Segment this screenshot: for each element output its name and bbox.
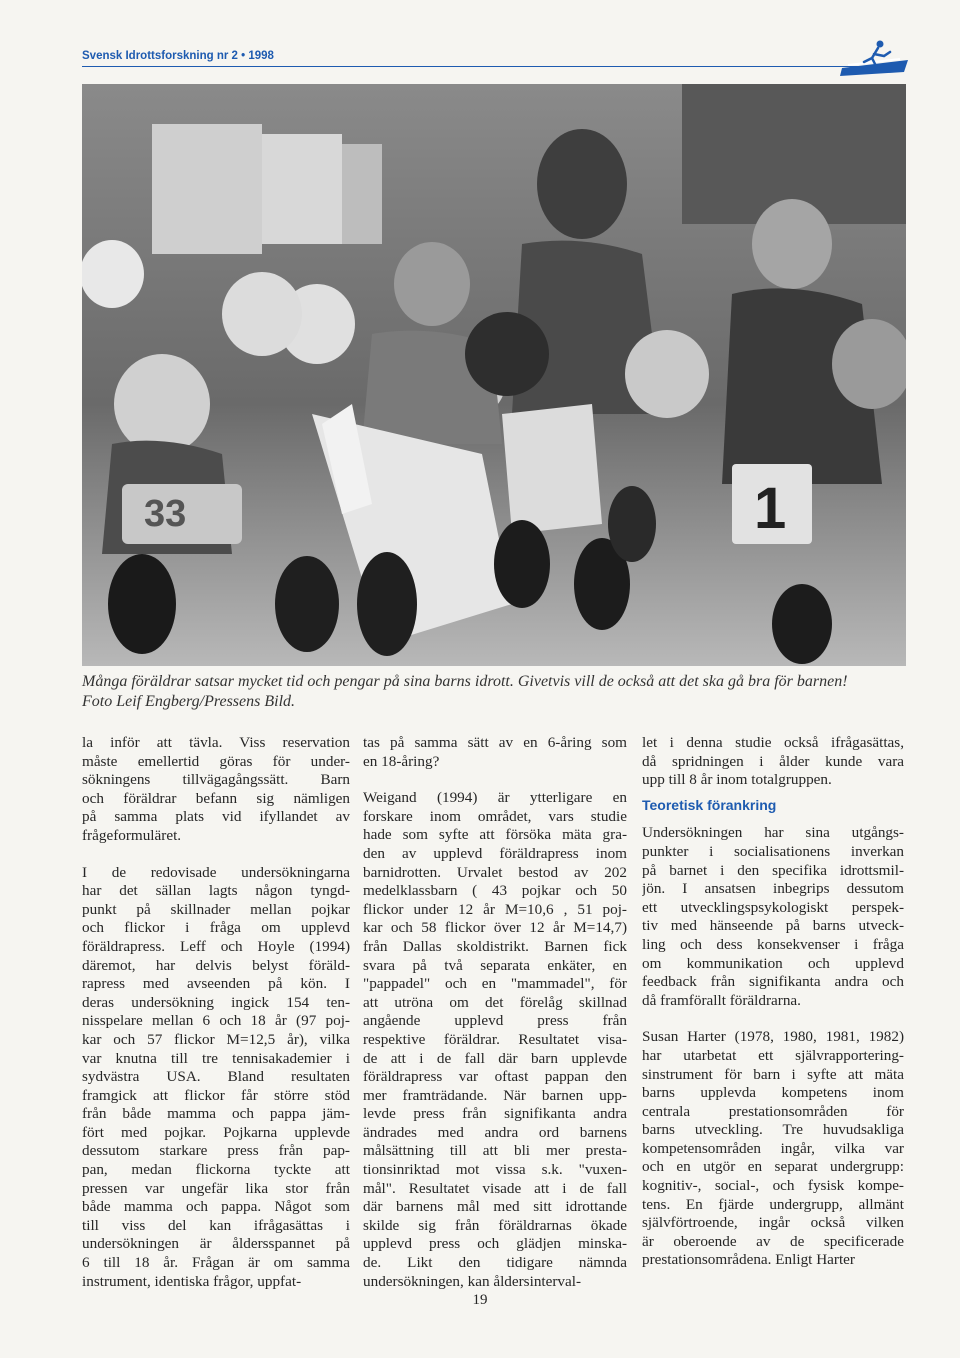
- text-line: prestationsområdena. Enligt Harter: [642, 1251, 855, 1269]
- text-line: från både mamma och pappa jäm-: [82, 1105, 350, 1123]
- runner-logo-icon: [840, 38, 910, 78]
- text-line: föräldrapress var oftast pappan den: [363, 1068, 627, 1086]
- kart-number-1: 1: [754, 476, 787, 541]
- text-line: let i denna studie också ifrågasättas,: [642, 734, 904, 751]
- text-line: tens. En fjärde undergrupp, allmänt: [642, 1195, 904, 1213]
- text-line: undersökningen är åldersspannet på: [82, 1235, 350, 1253]
- text-line: la inför att tävla. Viss reservation: [82, 734, 350, 751]
- text-line: upp till 8 år inom totalgruppen.: [642, 771, 832, 789]
- text-line: däremot, har delvis belyst föräld-: [82, 956, 350, 974]
- text-line: kognitiv-, social-, och fysisk kompe-: [642, 1177, 904, 1195]
- text-line: tionsinriktad mot vissa s.k. "vuxen-: [363, 1161, 627, 1179]
- text-line: framgick att flickor får större stöd: [82, 1086, 350, 1104]
- text-line: om kommunikation och upplevd: [642, 954, 904, 972]
- text-line: Susan Harter (1978, 1980, 1981, 1982): [642, 1028, 904, 1046]
- text-line: sydvästra USA. Bland resultaten: [82, 1068, 350, 1086]
- header-rule: [82, 66, 872, 67]
- text-line: deras undersökning ingick 154 ten-: [82, 993, 350, 1011]
- text-line: och föräldrar befann sig nämligen: [82, 789, 350, 807]
- text-line: målsättning till att bli mer presta-: [363, 1142, 627, 1160]
- text-line: mål". Resultatet visade att i de fall: [363, 1179, 627, 1197]
- text-line: sökningens tillvägagångssätt. Barn: [82, 771, 350, 789]
- text-line: barnidrotten. Urvalet bestod av 202: [363, 863, 627, 881]
- paragraph-gap: [363, 771, 627, 789]
- text-line: forskare inom området, vars studie: [363, 807, 627, 825]
- text-line: på barnet i den specifika idrottsmil-: [642, 861, 904, 879]
- text-column-2: [363, 734, 627, 1291]
- text-line: respektive föräldrar. Resultatet visa-: [363, 1030, 627, 1048]
- text-line: där barnens mål med sitt idrottande: [363, 1198, 627, 1216]
- text-line: då spridningen i ålder kunde vara: [642, 752, 904, 770]
- text-line: pan, medan flickorna tyckte att: [82, 1161, 350, 1179]
- text-line: ett utvecklingspsykologiskt perspek-: [642, 898, 904, 916]
- caption-line: Många föräldrar satsar mycket tid och pengar på sina barns idrott. Givetvis vill de också att det ska gå bra för barnen!: [82, 673, 848, 690]
- text-line: kar och 57 flickor M=12,5 år), vilka: [82, 1030, 350, 1048]
- text-line: måste emellertid göras för under-: [82, 752, 350, 770]
- text-line: en 18-åring?: [363, 752, 440, 770]
- text-line: och en utgör en separat undergrupp:: [642, 1158, 904, 1176]
- text-line: kompetensområden ingår, vilka var: [642, 1139, 904, 1157]
- text-line: skilde sig från föräldrarnas ökade: [363, 1216, 627, 1234]
- text-line: har utarbetat ett självrapportering-: [642, 1046, 904, 1064]
- text-line: nisspelare mellan 6 och 18 år (97 poj-: [82, 1012, 350, 1030]
- text-line: 6 till 18 år. Frågan är om samma: [82, 1254, 350, 1272]
- text-line: att utröna om det förelåg skillnad: [363, 993, 627, 1011]
- text-line: tiv med hänseende på barns utveck-: [642, 917, 904, 935]
- text-line: feedback från signifikanta andra och: [642, 973, 904, 991]
- text-line: "pappadel" och en "mammadel", för: [363, 975, 627, 993]
- text-line: svara på två separata enkäter, en: [363, 956, 627, 974]
- text-line: frågeformuläret.: [82, 826, 182, 844]
- text-line: de att i de fall där barn upplevde: [363, 1049, 627, 1067]
- text-line: levde press från signifikanta andra: [363, 1105, 627, 1123]
- text-line: sinstrument för barn i syfte att mäta: [642, 1065, 904, 1083]
- text-line: I de redovisade undersökningarna: [82, 863, 350, 881]
- paragraph-gap: [82, 846, 350, 864]
- text-line: undersökningen, kan åldersinterval-: [363, 1272, 582, 1290]
- text-line: mer framträdande. När barnen upp-: [363, 1086, 627, 1104]
- text-line: är oberoende av de specificerade: [642, 1232, 904, 1250]
- text-line: medelklassbarn ( 43 pojkar och 50: [363, 882, 627, 900]
- text-line: både mamma och pappa. Något som: [82, 1198, 350, 1216]
- text-line: på samma plats vid ifyllandet av: [82, 808, 350, 826]
- text-line: tas på samma sätt av en 6-åring som: [363, 734, 627, 751]
- text-column-1: [82, 734, 350, 1291]
- text-line: punkter i socialisationens inverkan: [642, 842, 904, 860]
- page-number: 19: [472, 1292, 488, 1308]
- text-line: fört med pojkar. Pojkarna upplevde: [82, 1123, 350, 1141]
- text-line: punkt på skillnader mellan pojkar: [82, 900, 350, 918]
- text-line: jön. I ansatsen inbegrips dessutom: [642, 880, 904, 898]
- text-line: instrument, identiska frågor, uppfat-: [82, 1272, 302, 1290]
- caption-credit: Foto Leif Engberg/Pressens Bild.: [82, 693, 296, 710]
- karting-scene-image: [82, 84, 906, 666]
- text-line: dessutom starkare press från pap-: [82, 1142, 350, 1160]
- text-line: och flickor i fråga om upplevd: [82, 919, 350, 937]
- text-column-3: [642, 734, 904, 1270]
- text-line: Weigand (1994) är ytterligare en: [363, 789, 627, 807]
- text-line: angående upplevd press från: [363, 1012, 627, 1030]
- text-line: den av upplevd föräldrapress inom: [363, 844, 627, 862]
- paragraph-gap: [642, 1010, 904, 1028]
- text-line: självförtroende, ingår också vilken: [642, 1214, 904, 1232]
- text-line: till viss del kan ifrågasättas i: [82, 1216, 350, 1234]
- section-heading: Teoretisk förankring: [642, 796, 777, 813]
- text-line: från Dallas skoldistrikt. Barnen fick: [363, 937, 627, 955]
- text-line: har det sällan lagts någon tyngd-: [82, 882, 350, 900]
- text-line: rapress med avseenden på kön. I: [82, 975, 350, 993]
- text-line: föräldrapress. Leff och Hoyle (1994): [82, 937, 350, 955]
- text-line: ling och dess konsekvenser i fråga: [642, 935, 904, 953]
- text-line: ändrades med andra ord barnens: [363, 1123, 627, 1141]
- text-line: upplevd press och glädjen minska-: [363, 1235, 627, 1253]
- journal-header: Svensk Idrottsforskning nr 2 • 1998: [82, 50, 274, 62]
- text-line: var knutna till tre tennisakademier i: [82, 1049, 350, 1067]
- kart-number-33: 33: [144, 493, 187, 535]
- text-line: pressen var ungefär lika stor från: [82, 1179, 350, 1197]
- text-line: de. Likt den tidigare nämnda: [363, 1254, 627, 1272]
- text-line: flickor under 12 år M=10,6 , 51 poj-: [363, 900, 627, 918]
- text-line: Undersökningen har sina utgångs-: [642, 824, 904, 842]
- text-line: kar och 58 flickor över 12 år M=14,7): [363, 919, 627, 937]
- text-line: då framförallt föräldrarna.: [642, 991, 801, 1009]
- text-line: barns upplevda kompetens inom: [642, 1084, 904, 1102]
- karting-photo: [82, 84, 906, 666]
- text-line: centrala prestationsområden för: [642, 1102, 904, 1120]
- text-line: hade som syfte att försöka mäta gra-: [363, 826, 627, 844]
- photo-caption: [82, 672, 906, 712]
- text-line: barns utveckling. Tre huvudsakliga: [642, 1121, 904, 1139]
